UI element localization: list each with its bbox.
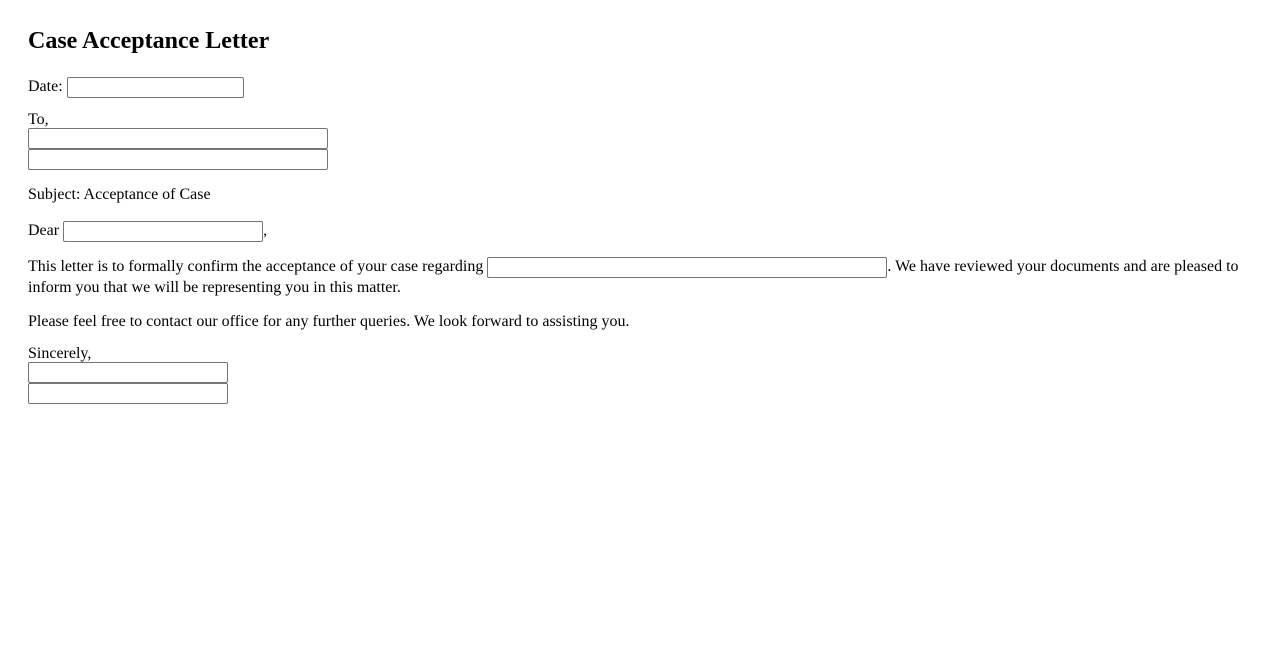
signature-block: [28, 346, 1250, 404]
salutation-row: [28, 220, 1250, 242]
sign-off-label: Sincerely,: [28, 345, 92, 362]
dear-suffix: ,: [263, 222, 268, 239]
body-prefix-text: This letter is to formally confirm the acceptance of your case regarding: [28, 258, 484, 276]
sender-line1-input[interactable]: [28, 362, 228, 383]
recipient-block: [28, 112, 1250, 170]
date-input[interactable]: [67, 77, 244, 98]
date-label: Date:: [28, 78, 63, 95]
case-regarding-input[interactable]: [487, 257, 887, 278]
subject-line: Subject: Acceptance of Case: [28, 186, 211, 203]
closing-paragraph: Please feel free to contact our office for any further queries. We look forward to assisting you.: [28, 313, 630, 330]
to-label: To,: [28, 111, 49, 128]
dear-label: Dear: [28, 222, 60, 239]
recipient-line1-input[interactable]: [28, 128, 328, 149]
recipient-line2-input[interactable]: [28, 149, 328, 170]
sender-line2-input[interactable]: [28, 383, 228, 404]
dear-name-input[interactable]: [63, 221, 263, 242]
body-paragraph: [28, 257, 1250, 298]
page-title: Case Acceptance Letter: [28, 28, 270, 54]
date-row: [28, 76, 1250, 98]
body-suffix-text: . We have reviewed your documents and are pleased to inform you that we will be representing you in this matter.: [28, 258, 1239, 296]
